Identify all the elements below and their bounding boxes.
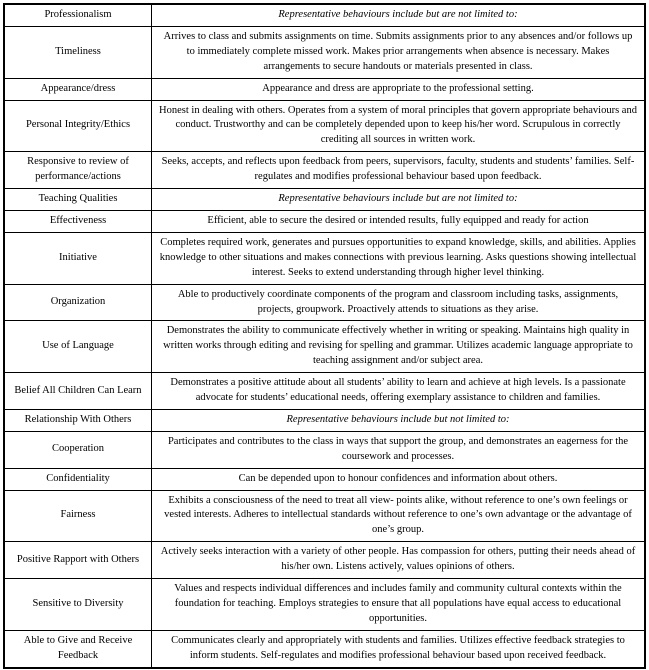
table-row: [4, 373, 645, 410]
behaviour-text-cell: Values and respects individual differences and includes family and community cultural contexts within the foundation for teaching. Employs strategies to ensure that all populations have equal access to educational opportunities.: [152, 579, 646, 631]
table-row: [4, 321, 645, 373]
table-row: [4, 284, 645, 321]
category-cell: Professionalism: [4, 4, 152, 26]
behaviour-text-cell: Can be depended upon to honour confidences and information about others.: [152, 468, 646, 490]
table-body: [4, 4, 645, 668]
behaviour-text-cell: Able to productively coordinate components of the program and classroom including tasks, assignments, projects, groupwork. Proactively attends to situations as they arise.: [152, 284, 646, 321]
table-row: [4, 210, 645, 232]
behaviour-text-cell: Efficient, able to secure the desired or intended results, fully equipped and ready for action: [152, 210, 646, 232]
table-row: [4, 468, 645, 490]
table-row: [4, 152, 645, 189]
category-cell: Sensitive to Diversity: [4, 579, 152, 631]
table-row: [4, 490, 645, 542]
professional-behaviours-table: [3, 3, 646, 669]
category-cell: Initiative: [4, 232, 152, 284]
category-cell: Use of Language: [4, 321, 152, 373]
behaviour-text-cell: Participates and contributes to the class in ways that support the group, and demonstrates an eagerness for the coursework and processes.: [152, 431, 646, 468]
category-cell: Positive Rapport with Others: [4, 542, 152, 579]
table-row: [4, 26, 645, 78]
behaviour-text-cell: Completes required work, generates and pursues opportunities to expand knowledge, skills, and abilities. Applies knowledge to other situations and makes connections with previous learning. Asks questions showing intellectual interest. Seeks to extend understanding through higher level thinking.: [152, 232, 646, 284]
section-header-row: [4, 409, 645, 431]
section-header-text-cell: Representative behaviours include but are not limited to:: [152, 4, 646, 26]
behaviour-text-cell: Seeks, accepts, and reflects upon feedback from peers, supervisors, faculty, students and students’ families. Self-regulates and modifies professional behaviour based upon feedback.: [152, 152, 646, 189]
category-cell: Appearance/dress: [4, 78, 152, 100]
category-cell: Responsive to review of performance/actions: [4, 152, 152, 189]
behaviour-text-cell: Honest in dealing with others. Operates from a system of moral principles that govern appropriate behaviours and conduct. Trustworthy and can be completely depended upon to keep his/her word. Scrupulous in correctly crediting all sources in written work.: [152, 100, 646, 152]
category-cell: Timeliness: [4, 26, 152, 78]
behaviour-text-cell: Exhibits a consciousness of the need to treat all view- points alike, without reference to one’s own feelings or vested interests. Adheres to intellectual standards without reference to one’s own advantage or the advantage of one’s group.: [152, 490, 646, 542]
category-cell: Fairness: [4, 490, 152, 542]
table-row: [4, 431, 645, 468]
behaviour-text-cell: Actively seeks interaction with a variety of other people. Has compassion for others, putting their needs ahead of his/her own. Listens actively, values opinions of others.: [152, 542, 646, 579]
table-row: [4, 579, 645, 631]
category-cell: Cooperation: [4, 431, 152, 468]
category-cell: Confidentiality: [4, 468, 152, 490]
category-cell: Effectiveness: [4, 210, 152, 232]
category-cell: Relationship With Others: [4, 409, 152, 431]
category-cell: Personal Integrity/Ethics: [4, 100, 152, 152]
section-header-row: [4, 189, 645, 211]
category-cell: Teaching Qualities: [4, 189, 152, 211]
table-row: [4, 542, 645, 579]
category-cell: Able to Give and Receive Feedback: [4, 630, 152, 667]
table-row: [4, 630, 645, 667]
behaviour-text-cell: Demonstrates a positive attitude about all students’ ability to learn and achieve at high levels. Is a passionate advocate for students’ educational needs, offering exemplary assistance to children and families.: [152, 373, 646, 410]
behaviour-text-cell: Demonstrates the ability to communicate effectively whether in writing or speaking. Maintains high quality in written works through editing and revising for spelling and grammar. Utilizes academic language appropriate to teaching assignment and/or subject area.: [152, 321, 646, 373]
table-row: [4, 100, 645, 152]
section-header-text-cell: Representative behaviours include but are not limited to:: [152, 189, 646, 211]
table-row: [4, 78, 645, 100]
section-header-row: [4, 4, 645, 26]
category-cell: Belief All Children Can Learn: [4, 373, 152, 410]
behaviour-text-cell: Appearance and dress are appropriate to the professional setting.: [152, 78, 646, 100]
section-header-text-cell: Representative behaviours include but not limited to:: [152, 409, 646, 431]
category-cell: Organization: [4, 284, 152, 321]
behaviour-text-cell: Arrives to class and submits assignments on time. Submits assignments prior to any absences and/or follows up to immediately complete missed work. Makes prior arrangements when absence is necessary. Makes arrangements to secure handouts or materials presented in class.: [152, 26, 646, 78]
table-row: [4, 232, 645, 284]
behaviour-text-cell: Communicates clearly and appropriately with students and families. Utilizes effective feedback strategies to inform students. Self-regulates and modifies professional behaviour based upon received feedback.: [152, 630, 646, 667]
